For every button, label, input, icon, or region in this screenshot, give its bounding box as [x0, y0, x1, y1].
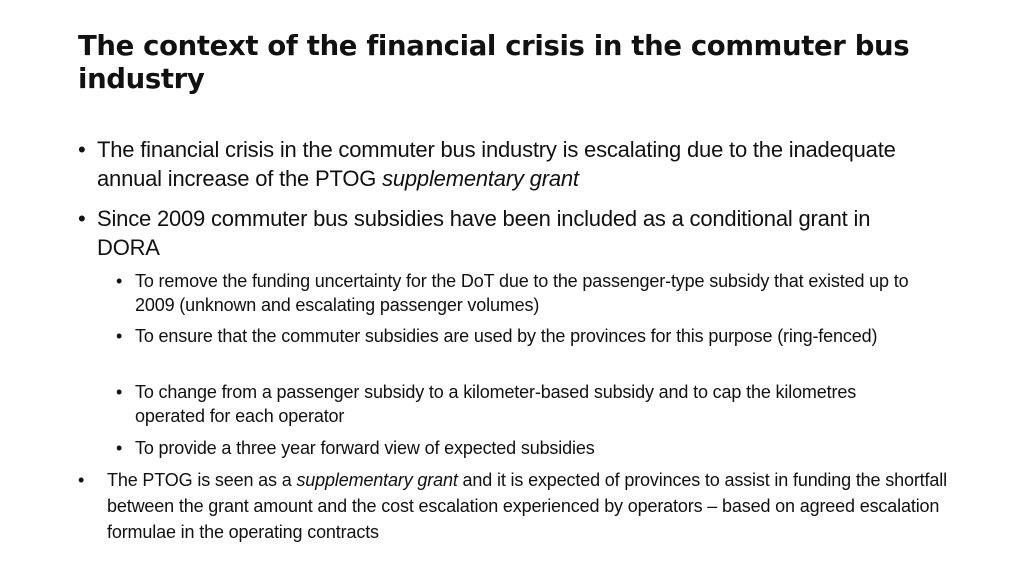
sub-bullet-item: [116, 324, 916, 348]
sub-bullet-text: To provide a three year forward view of expected subsidies: [135, 438, 595, 458]
bullet-item-ptog-supplementary: [78, 467, 948, 545]
sub-bullet-item: [116, 269, 916, 317]
italic-term: supplementary grant: [296, 470, 458, 490]
sub-bullet-item: [116, 436, 916, 460]
bullet-item-financial-crisis: [78, 135, 928, 193]
sub-bullet-item: [116, 380, 916, 428]
sub-bullet-text: To remove the funding uncertainty for the DoT due to the passenger-type subsidy that existed up to 2009 (unknown and escalating passenger volumes): [135, 271, 909, 315]
bullet-marker: •: [78, 206, 86, 231]
bullet-marker: •: [78, 470, 85, 490]
bullet-marker: •: [116, 382, 123, 402]
sub-bullet-text: To ensure that the commuter subsidies are used by the provinces for this purpose (ring-fenced): [135, 326, 878, 346]
bullet-marker: •: [78, 137, 86, 162]
bullet-text: Since 2009 commuter bus subsidies have been included as a conditional grant in DORA: [97, 206, 871, 260]
bullet-text: The financial crisis in the commuter bus industry is escalating due to the inadequate annual increase of the PTOG supplementary grant: [97, 137, 896, 191]
bullet-marker: •: [116, 326, 123, 346]
bullet-marker: •: [116, 271, 123, 291]
italic-term: supplementary grant: [382, 166, 579, 191]
bullet-item-since-2009: [78, 204, 928, 262]
bullet-marker: •: [116, 438, 123, 458]
slide-title: The context of the financial crisis in the commuter bus industry: [78, 30, 910, 95]
sub-bullet-text: To change from a passenger subsidy to a kilometer-based subsidy and to cap the kilometres operated for each operator: [135, 382, 857, 426]
bullet-text: The PTOG is seen as a supplementary grant and it is expected of provinces to assist in funding the shortfall between the grant amount and the cost escalation experienced by operators – based on agreed escalation formulae in the operating contracts: [107, 470, 947, 542]
